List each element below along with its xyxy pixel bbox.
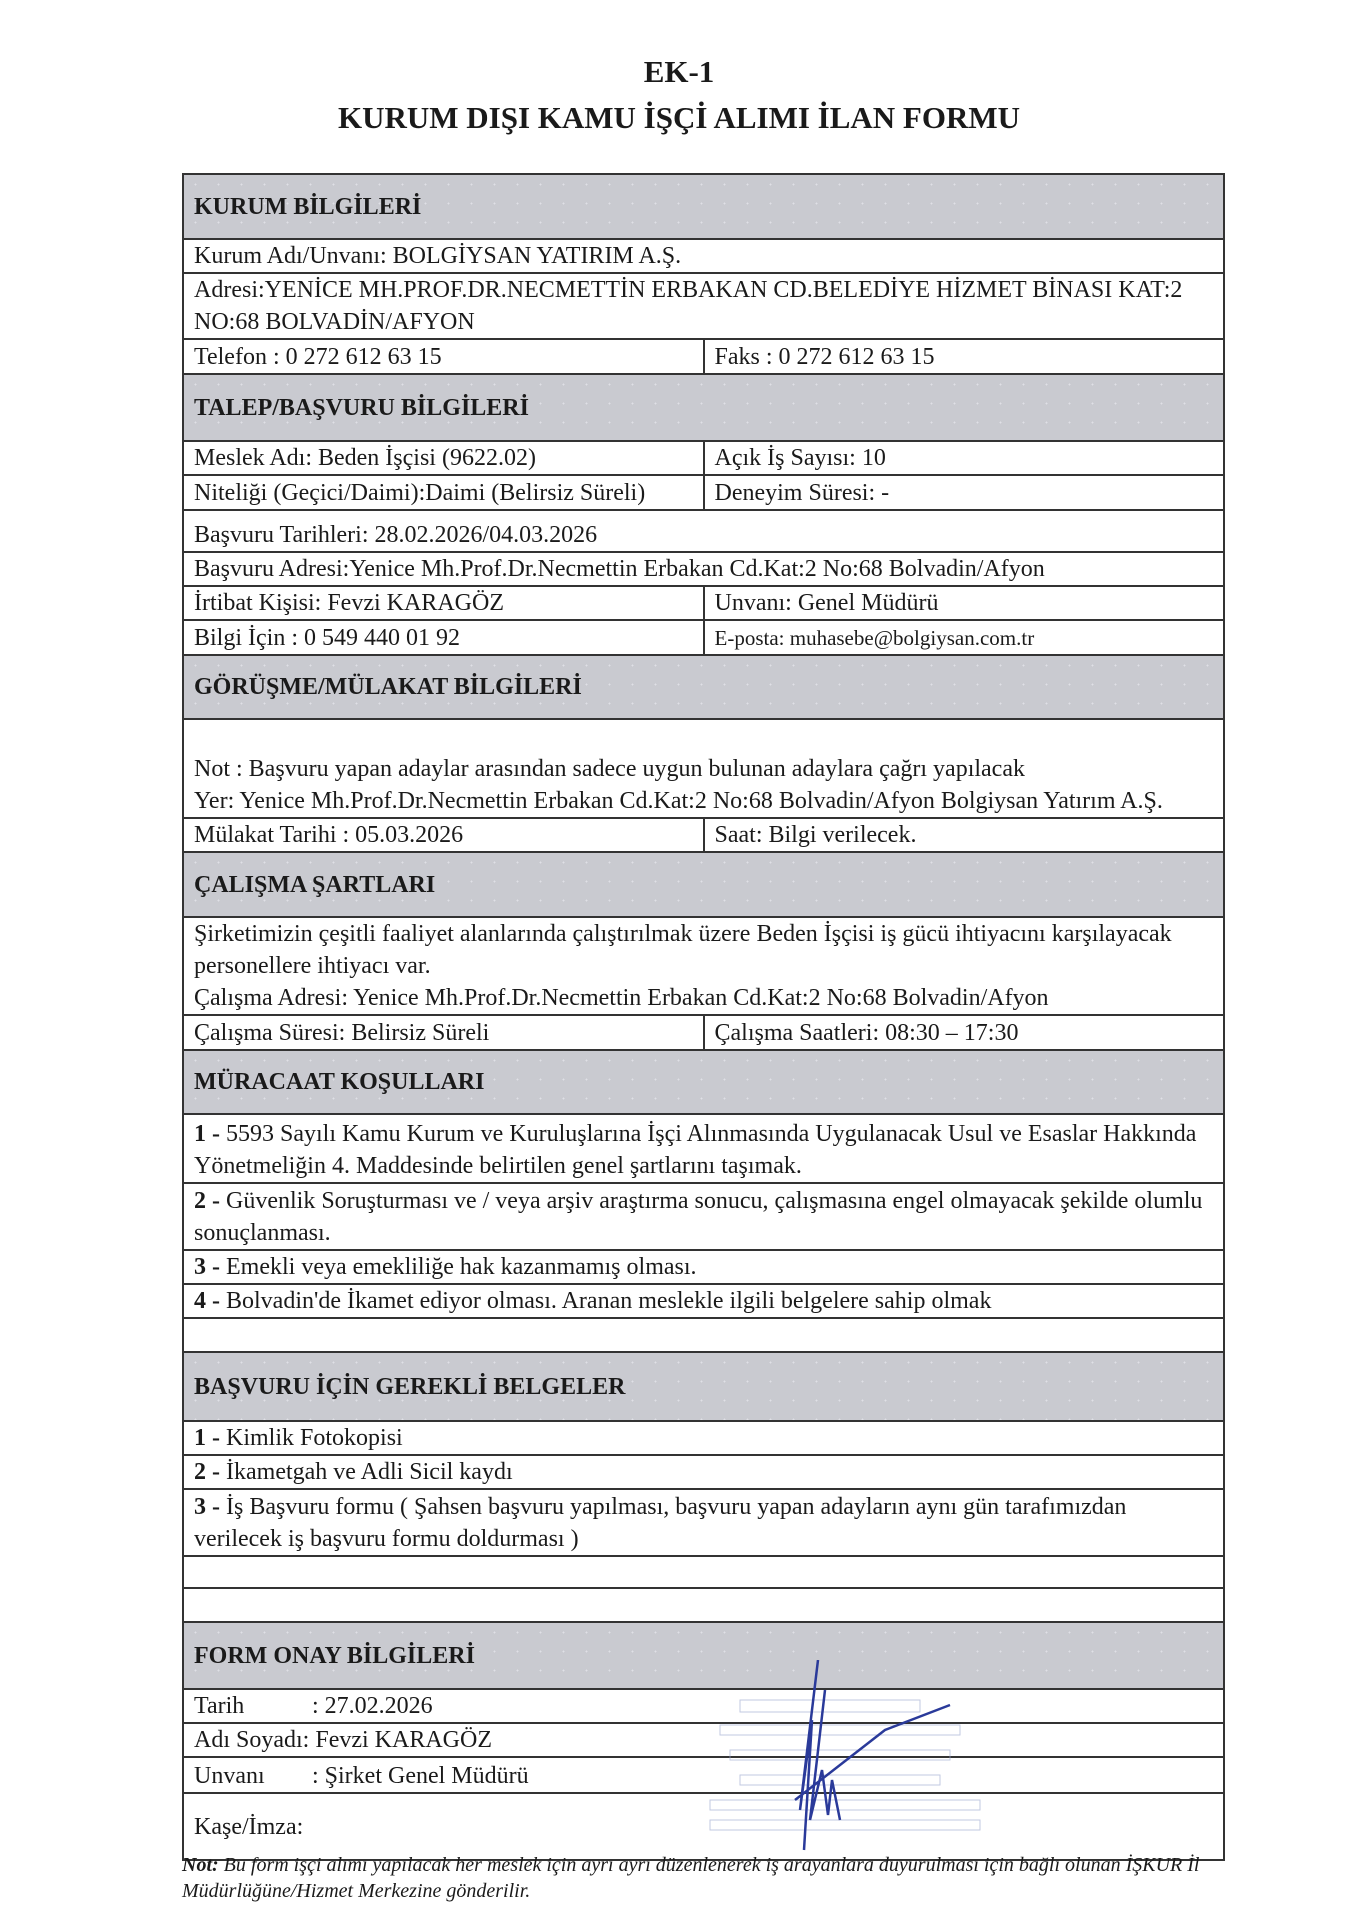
onay-adi-label: Adı Soyadı: xyxy=(194,1727,310,1753)
item-text: İkametgah ve Adli Sicil kaydı xyxy=(220,1459,513,1485)
footnote-text: Bu form işçi alımı yapılacak her meslek için ayrı ayrı düzenlenerek iş arayanlara duyurulması için bağlı olunan İŞKUR İl Müdürlüğüne/Hizmet Merkezine gönderilir. xyxy=(182,1854,1200,1902)
item-text: 5593 Sayılı Kamu Kurum ve Kuruluşlarına İşçi Alınmasında Uygulanacak Usul ve Esaslar Hakkında Yönetmeliğin 4. Maddesinde belirtilen genel şartlarını taşımak. xyxy=(194,1121,1197,1179)
calisma-details xyxy=(183,917,1224,1015)
section-kurum-header: KURUM BİLGİLERİ xyxy=(183,174,1224,239)
company-stamp xyxy=(710,1700,980,1830)
kurum-fax: Faks : 0 272 612 63 15 xyxy=(704,339,1225,374)
section-muracaat-header: MÜRACAAT KOŞULLARI xyxy=(183,1050,1224,1114)
talep-bilgi: Bilgi İçin : 0 549 440 01 92 xyxy=(183,620,704,655)
muracaat-item xyxy=(183,1284,1224,1318)
belge-item xyxy=(183,1421,1224,1455)
talep-meslek: Meslek Adı: Beden İşçisi (9622.02) xyxy=(183,441,704,475)
item-number: 4 - xyxy=(194,1288,220,1314)
kurum-phone: Telefon : 0 272 612 63 15 xyxy=(183,339,704,374)
onay-unvan-label: Unvanı xyxy=(194,1763,265,1789)
talep-deneyim: Deneyim Süresi: - xyxy=(704,475,1225,510)
item-text: İş Başvuru formu ( Şahsen başvuru yapılması, başvuru yapan adayların aynı gün tarafımızdan verilecek iş başvuru formu doldurması ) xyxy=(194,1494,1127,1552)
item-text: Emekli veya emekliliğe hak kazanmamış olması. xyxy=(220,1254,697,1280)
section-talep-header: TALEP/BAŞVURU BİLGİLERİ xyxy=(183,374,1224,441)
item-number: 1 - xyxy=(194,1425,220,1451)
empty-row xyxy=(183,1318,1224,1352)
talep-irtibat: İrtibat Kişisi: Fevzi KARAGÖZ xyxy=(183,586,704,620)
muracaat-item xyxy=(183,1114,1224,1183)
talep-acik-is: Açık İş Sayısı: 10 xyxy=(704,441,1225,475)
gorusme-not: Not : Başvuru yapan adaylar arasından sadece uygun bulunan adaylara çağrı yapılacak xyxy=(194,756,1025,782)
form-table xyxy=(182,173,1225,1861)
item-text: Kimlik Fotokopisi xyxy=(220,1425,403,1451)
section-gorusme-header: GÖRÜŞME/MÜLAKAT BİLGİLERİ xyxy=(183,655,1224,719)
onay-tarih-value: : 27.02.2026 xyxy=(312,1693,433,1719)
item-number: 2 - xyxy=(194,1188,220,1214)
section-calisma-header: ÇALIŞMA ŞARTLARI xyxy=(183,852,1224,917)
doc-subtitle: KURUM DIŞI KAMU İŞÇİ ALIMI İLAN FORMU xyxy=(337,100,1021,135)
kurum-address: Adresi:YENİCE MH.PROF.DR.NECMETTİN ERBAKAN CD.BELEDİYE HİZMET BİNASI KAT:2 NO:68 BOLVADİN/AFYON xyxy=(183,273,1224,339)
calisma-sure: Çalışma Süresi: Belirsiz Süreli xyxy=(183,1015,704,1050)
item-number: 1 - xyxy=(194,1121,220,1147)
talep-tarihler: Başvuru Tarihleri: 28.02.2026/04.03.2026 xyxy=(183,510,1224,552)
footnote xyxy=(182,1852,1232,1904)
section-belgeler-header: BAŞVURU İÇİN GEREKLİ BELGELER xyxy=(183,1352,1224,1421)
onay-unvan-value: : Şirket Genel Müdürü xyxy=(312,1763,529,1789)
onay-adi-value: Fevzi KARAGÖZ xyxy=(309,1727,492,1753)
onay-kase: Kaşe/İmza: xyxy=(183,1793,1224,1860)
footnote-label: Not: xyxy=(182,1854,219,1876)
muracaat-item xyxy=(183,1183,1224,1250)
item-number: 3 - xyxy=(194,1254,220,1280)
doc-title: EK-1 xyxy=(643,54,715,89)
item-text: Güvenlik Soruşturması ve / veya arşiv araştırma sonucu, çalışmasına engel olmayacak şekilde olumlu sonuçlanması. xyxy=(194,1188,1203,1246)
gorusme-tarih: Mülakat Tarihi : 05.03.2026 xyxy=(183,818,704,852)
calisma-saatler: Çalışma Saatleri: 08:30 – 17:30 xyxy=(704,1015,1225,1050)
item-number: 3 - xyxy=(194,1494,220,1520)
calisma-adres: Çalışma Adresi: Yenice Mh.Prof.Dr.Necmettin Erbakan Cd.Kat:2 No:68 Bolvadin/Afyon xyxy=(194,985,1049,1011)
belge-item xyxy=(183,1455,1224,1489)
signature-stamp-image xyxy=(700,1660,1020,1870)
item-text: Bolvadin'de İkamet ediyor olması. Aranan meslekle ilgili belgelere sahip olmak xyxy=(220,1288,992,1314)
signature-mark xyxy=(795,1660,950,1850)
empty-row xyxy=(183,1588,1224,1622)
gorusme-yer: Yer: Yenice Mh.Prof.Dr.Necmettin Erbakan Cd.Kat:2 No:68 Bolvadin/Afyon Bolgiysan Yatırım A.Ş. xyxy=(194,788,1163,814)
section-onay-header: FORM ONAY BİLGİLERİ xyxy=(183,1622,1224,1689)
talep-unvan: Unvanı: Genel Müdürü xyxy=(704,586,1225,620)
talep-nitelik: Niteliği (Geçici/Daimi):Daimi (Belirsiz Süreli) xyxy=(183,475,704,510)
talep-eposta: E-posta: muhasebe@bolgiysan.com.tr xyxy=(704,620,1225,655)
onay-tarih-label: Tarih xyxy=(194,1693,245,1719)
gorusme-not-yer xyxy=(183,719,1224,818)
gorusme-saat: Saat: Bilgi verilecek. xyxy=(704,818,1225,852)
empty-row xyxy=(183,1556,1224,1588)
belge-item xyxy=(183,1489,1224,1556)
kurum-name: Kurum Adı/Unvanı: BOLGİYSAN YATIRIM A.Ş. xyxy=(183,239,1224,273)
calisma-text: Şirketimizin çeşitli faaliyet alanlarında çalıştırılmak üzere Beden İşçisi iş gücü ihtiyacını karşılayacak personellere ihtiyacı var. xyxy=(194,921,1172,979)
talep-adres: Başvuru Adresi:Yenice Mh.Prof.Dr.Necmettin Erbakan Cd.Kat:2 No:68 Bolvadin/Afyon xyxy=(183,552,1224,586)
item-number: 2 - xyxy=(194,1459,220,1485)
muracaat-item xyxy=(183,1250,1224,1284)
